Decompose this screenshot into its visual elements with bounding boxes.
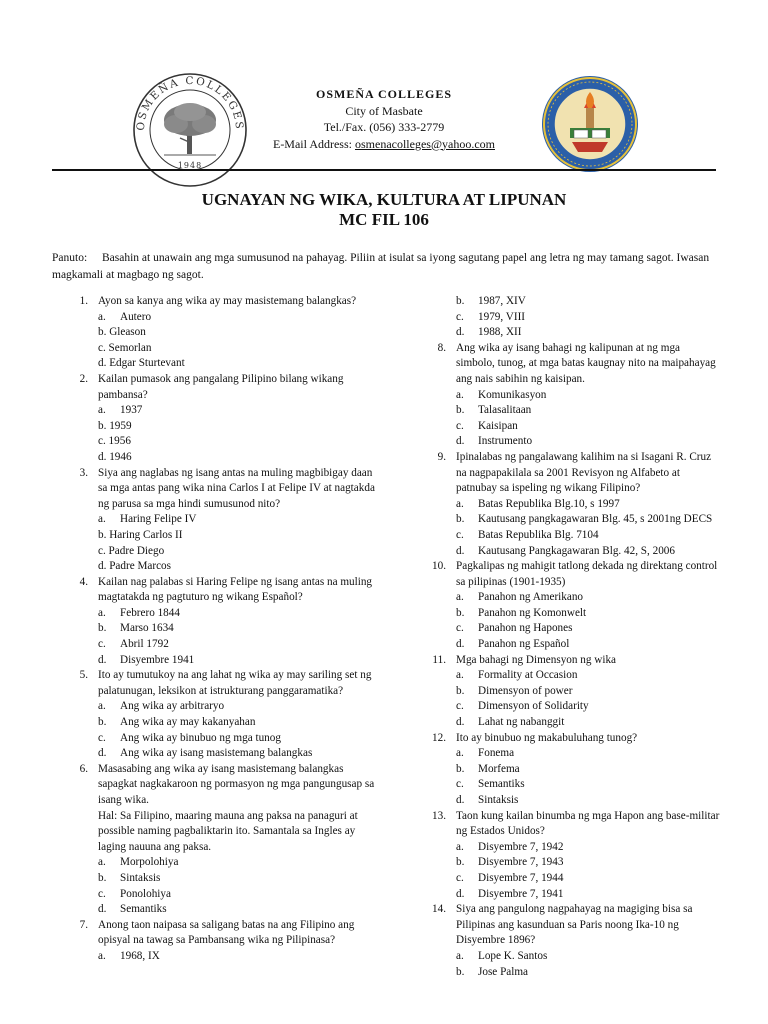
choice-text: Panahon ng Hapones	[478, 622, 573, 635]
seal-year: 1948	[177, 161, 203, 170]
question-text: Mga bahagi ng Dimensyon ng wika	[456, 653, 617, 666]
question-item	[52, 918, 382, 949]
answer-choice	[52, 310, 382, 326]
choice-letter: d.	[456, 544, 465, 557]
choice-text: Fonema	[478, 747, 515, 760]
question-item	[52, 668, 382, 699]
choice-text: 1988, XII	[478, 326, 522, 339]
choice-text: Panahon ng Español	[478, 638, 570, 651]
answer-choice	[52, 621, 382, 637]
instructions-label: Panuto:	[52, 252, 88, 264]
choice-text: Ponolohiya	[120, 887, 171, 900]
choice-letter: a.	[456, 669, 464, 682]
choice-letter: b.	[456, 684, 465, 697]
choice-text: Kautusang Pangkagawaran Blg. 42, S, 2006	[478, 544, 675, 557]
question-item	[410, 731, 720, 747]
choice-text: Disyembre 7, 1941	[478, 887, 564, 900]
question-number: 10.	[432, 560, 446, 573]
choice-text: Ang wika ay arbitraryo	[120, 700, 225, 713]
choice-text: Batas Republika Blg. 7104	[478, 528, 599, 541]
answer-choice	[410, 965, 720, 981]
document-header	[0, 70, 768, 170]
choice-letter: b.	[456, 762, 465, 775]
answer-choice	[410, 606, 720, 622]
question-item	[410, 559, 720, 590]
choice-letter: b.	[456, 856, 465, 869]
question-text: Ayon sa kanya ang wika ay may masistemang balangkas?	[98, 295, 357, 307]
answer-choice	[52, 403, 382, 419]
question-number: 4.	[79, 575, 88, 588]
choice-letter: d.	[456, 435, 465, 448]
choice-letter: b.	[456, 965, 465, 978]
email-link[interactable]: osmenacolleges@yahoo.com	[354, 136, 495, 151]
choice-text: Disyembre 1941	[120, 653, 195, 666]
choice-letter: d.	[456, 716, 465, 729]
answer-choice	[410, 699, 720, 715]
question-item	[410, 341, 720, 388]
answer-choice	[410, 294, 720, 310]
answer-choice	[52, 450, 382, 466]
answer-choice	[410, 746, 720, 762]
question-text: Kailan nag palabas si Haring Felipe ng isang antas na muling magtatakda ng pagtuturo ng wikang Español?	[98, 575, 373, 604]
school-email-line	[230, 136, 538, 153]
choice-letter: c.	[456, 700, 464, 713]
question-item	[52, 294, 382, 310]
answer-choice	[52, 871, 382, 887]
answer-choice	[410, 621, 720, 637]
answer-choice	[410, 403, 720, 419]
choice-letter: a.	[456, 591, 464, 604]
answer-choice	[52, 887, 382, 903]
question-item	[52, 372, 382, 403]
answer-choice	[52, 746, 382, 762]
answer-choice	[410, 512, 720, 528]
question-number: 11.	[432, 653, 446, 666]
answer-choice	[52, 356, 382, 372]
question-number: 12.	[432, 731, 446, 744]
question-item	[410, 450, 720, 497]
question-item	[52, 762, 382, 809]
choice-letter: b.	[456, 295, 465, 307]
choice-text: 1979, VIII	[478, 310, 526, 323]
choice-letter: a.	[98, 856, 106, 869]
school-info	[230, 86, 538, 152]
choice-letter: d.	[98, 903, 107, 916]
instructions	[52, 250, 716, 284]
question-text: Pagkalipas ng mahigit tatlong dekada ng direktang control sa pilipinas (1901-1935)	[456, 560, 718, 588]
question-number: 2.	[79, 372, 88, 385]
question-number: 9.	[437, 450, 446, 463]
choice-text: Formality at Occasion	[478, 669, 578, 682]
question-text: Siya ang naglabas ng isang antas na muling magbibigay daan sa mga antas pang wika nina Carlos I at Felipe IV at nagtakda ng parusa sa mga hindi sumusunod nito?	[98, 466, 375, 510]
answer-choice	[52, 637, 382, 653]
choice-text: Disyembre 7, 1944	[478, 871, 564, 884]
choice-letter: a.	[456, 840, 464, 853]
question-number: 7.	[79, 918, 88, 931]
choice-text: Jose Palma	[478, 965, 529, 978]
answer-choice	[52, 528, 382, 544]
answer-choice	[410, 637, 720, 653]
choice-letter: c.	[98, 887, 106, 900]
question-item	[410, 902, 720, 949]
choice-text: Disyembre 7, 1943	[478, 856, 564, 869]
choice-text: Dimensyon of Solidarity	[478, 700, 589, 713]
choice-text: Dimensyon of power	[478, 684, 573, 697]
choice-text: Kautusang pangkagawaran Blg. 45, s 2001ng DECS	[478, 513, 713, 526]
answer-choice	[52, 606, 382, 622]
answer-choice	[410, 887, 720, 903]
choice-text: 1968, IX	[120, 949, 160, 962]
answer-choice	[410, 715, 720, 731]
question-number: 6.	[79, 762, 88, 775]
choice-letter: c.	[456, 528, 464, 541]
answer-choice	[52, 434, 382, 450]
answer-choice	[52, 855, 382, 871]
choice-letter: a.	[98, 606, 106, 619]
question-item	[410, 653, 720, 669]
question-number: 3.	[79, 466, 88, 479]
choice-text: c. Semorlan	[98, 341, 152, 354]
question-text: Ang wika ay isang bahagi ng kalipunan at ng mga simbolo, tunog, at mga batas kaugnay nito na maipahayag ang nais sabihin ng kaisipan.	[456, 341, 716, 385]
choice-letter: b.	[98, 871, 107, 884]
question-number: 14.	[432, 903, 446, 916]
answer-choice	[410, 793, 720, 809]
choice-text: Lahat ng nabanggit	[478, 716, 565, 729]
choice-text: Batas Republika Blg.10, s 1997	[478, 497, 620, 510]
choice-text: Sintaksis	[478, 794, 519, 806]
choice-text: Instrumento	[478, 435, 533, 448]
choice-letter: b.	[98, 716, 107, 729]
answer-choice	[410, 497, 720, 513]
choice-letter: a.	[456, 388, 464, 401]
answer-choice	[52, 544, 382, 560]
choice-text: Abril 1792	[120, 638, 169, 651]
instructions-text: Basahin at unawain ang mga sumusunod na pahayag. Piliin at isulat sa iyong sagutang papel ang letra ng may tamang sagot. Iwasan magkamali at magbago ng sagot.	[52, 252, 710, 281]
note-text: Hal: Sa Filipino, maaring mauna ang paksa na panaguri at possible naming pagbaliktarin ito. Samantala sa Ingles ay laging nauuna ang paksa.	[98, 809, 358, 853]
choice-letter: a.	[98, 949, 106, 962]
choice-letter: c.	[456, 419, 464, 432]
choice-letter: c.	[456, 310, 464, 323]
title-course-name: UGNAYAN NG WIKA, KULTURA AT LIPUNAN	[201, 190, 567, 209]
question-text: Taon kung kailan binumba ng mga Hapon ang base-militar ng Estados Unidos?	[456, 809, 720, 838]
answer-choice	[52, 902, 382, 918]
choice-text: 1987, XIV	[478, 295, 526, 307]
question-number: 13.	[432, 809, 446, 822]
choice-text: Panahon ng Amerikano	[478, 591, 584, 604]
question-item	[52, 575, 382, 606]
answer-choice	[52, 653, 382, 669]
choice-letter: d.	[456, 794, 465, 806]
question-text: Kailan pumasok ang pangalang Pilipino bilang wikang pambansa?	[98, 372, 344, 401]
question-text: Ito ay tumutukoy na ang lahat ng wika ay may sariling set ng palatunugan, leksikon at istrukturang panggaramatika?	[98, 669, 372, 697]
choice-letter: a.	[456, 497, 464, 510]
choice-letter: d.	[456, 887, 465, 900]
choice-text: b. 1959	[98, 419, 132, 432]
choice-text: Disyembre 7, 1942	[478, 840, 564, 853]
school-city: City of Masbate	[345, 103, 423, 118]
college-of-teacher-education-seal-logo	[540, 74, 640, 174]
choice-text: Semantiks	[478, 778, 525, 791]
question-text: Siya ang pangulong nagpahayag na magiging bisa sa Pilipinas ang kasunduan sa Paris noong Ika-10 ng Disyembre 1896?	[456, 903, 693, 947]
choice-letter: c.	[98, 638, 106, 651]
choice-text: Panahon ng Komonwelt	[478, 606, 587, 619]
answer-choice	[410, 871, 720, 887]
answer-choice	[52, 559, 382, 575]
question-item	[410, 809, 720, 840]
choice-text: Lope K. Santos	[478, 949, 548, 962]
answer-choice	[410, 668, 720, 684]
question-item	[52, 466, 382, 513]
question-text: Anong taon naipasa sa saligang batas na ang Filipino ang opisyal na tawag sa Pambansang wika ng Pilipinasa?	[98, 918, 355, 947]
choice-letter: b.	[456, 606, 465, 619]
answer-choice	[410, 590, 720, 606]
question-text: Ito ay binubuo ng makabuluhang tunog?	[456, 731, 638, 744]
choice-text: c. Padre Diego	[98, 544, 165, 557]
choice-text: b. Haring Carlos II	[98, 528, 183, 541]
choice-text: d. Padre Marcos	[98, 560, 172, 573]
answer-choice	[410, 762, 720, 778]
answer-choice	[52, 715, 382, 731]
answer-choice	[410, 777, 720, 793]
choice-letter: c.	[456, 778, 464, 791]
question-number: 1.	[79, 295, 88, 307]
choice-letter: c.	[98, 731, 106, 744]
choice-letter: c.	[456, 622, 464, 635]
question-note	[52, 809, 382, 856]
title-course-code: MC FIL 106	[339, 210, 429, 229]
choice-text: Ang wika ay binubuo ng mga tunog	[120, 731, 281, 744]
answer-choice	[52, 341, 382, 357]
email-label: E-Mail Address:	[272, 136, 355, 151]
seal-arc-text: OSMEÑA COLLEGES	[134, 74, 246, 132]
answer-choice	[410, 310, 720, 326]
choice-text: Semantiks	[120, 903, 167, 916]
answer-choice	[410, 419, 720, 435]
question-number: 8.	[437, 341, 446, 354]
questions-left-column	[52, 294, 382, 965]
choice-letter: b.	[456, 404, 465, 417]
question-number: 5.	[79, 669, 88, 682]
choice-text: Ang wika ay isang masistemang balangkas	[120, 747, 313, 760]
choice-letter: a.	[456, 949, 464, 962]
answer-choice	[410, 544, 720, 560]
choice-text: Ang wika ay may kakanyahan	[120, 716, 256, 729]
choice-letter: b.	[456, 513, 465, 526]
answer-choice	[52, 325, 382, 341]
choice-letter: a.	[98, 700, 106, 713]
choice-letter: d.	[98, 653, 107, 666]
school-telfax: Tel./Fax. (056) 333-2779	[323, 120, 445, 134]
answer-choice	[410, 388, 720, 404]
choice-letter: a.	[456, 747, 464, 760]
choice-text: Sintaksis	[120, 871, 161, 884]
choice-text: d. Edgar Sturtevant	[98, 357, 185, 370]
answer-choice	[410, 528, 720, 544]
answer-choice	[52, 512, 382, 528]
choice-text: Morfema	[478, 762, 520, 775]
header-divider-line	[52, 169, 716, 171]
choice-text: Talasalitaan	[478, 404, 532, 417]
choice-letter: d.	[456, 326, 465, 339]
choice-text: c. 1956	[98, 435, 131, 448]
choice-letter: a.	[98, 513, 106, 526]
school-name: OSMEÑA COLLEGES	[315, 87, 453, 101]
choice-text: d. 1946	[98, 450, 132, 463]
choice-text: Haring Felipe IV	[120, 513, 197, 526]
choice-letter: d.	[456, 638, 465, 651]
choice-letter: d.	[98, 747, 107, 760]
answer-choice	[410, 840, 720, 856]
answer-choice	[410, 684, 720, 700]
choice-text: Kaisipan	[478, 419, 518, 432]
document-title	[0, 190, 768, 230]
choice-text: 1937	[120, 404, 143, 417]
answer-choice	[410, 855, 720, 871]
answer-choice	[52, 949, 382, 965]
answer-choice	[52, 699, 382, 715]
choice-letter: b.	[98, 622, 107, 635]
questions-right-column	[410, 294, 720, 980]
answer-choice	[410, 434, 720, 450]
question-text: Ipinalabas ng pangalawang kalihim na si Isagani R. Cruz na nagpapakilala sa 2001 Revisyon ng Alfabeto at patnubay sa ispeling ng wikang Filipino?	[456, 450, 712, 495]
answer-choice	[52, 731, 382, 747]
answer-choice	[52, 419, 382, 435]
choice-letter: a.	[98, 404, 106, 417]
question-text: Masasabing ang wika ay isang masistemang balangkas sapagkat nagkakaroon ng pormasyon ng mga pangungusap sa isang wika.	[98, 762, 375, 806]
choice-letter: a.	[98, 310, 106, 323]
choice-text: Febrero 1844	[120, 606, 180, 619]
choice-text: Morpolohiya	[120, 856, 179, 869]
choice-letter: c.	[456, 871, 464, 884]
answer-choice	[410, 949, 720, 965]
choice-text: Komunikasyon	[478, 388, 547, 401]
answer-choice	[410, 325, 720, 341]
choice-text: Autero	[120, 310, 152, 323]
choice-text: b. Gleason	[98, 326, 146, 339]
choice-text: Marso 1634	[120, 622, 174, 635]
